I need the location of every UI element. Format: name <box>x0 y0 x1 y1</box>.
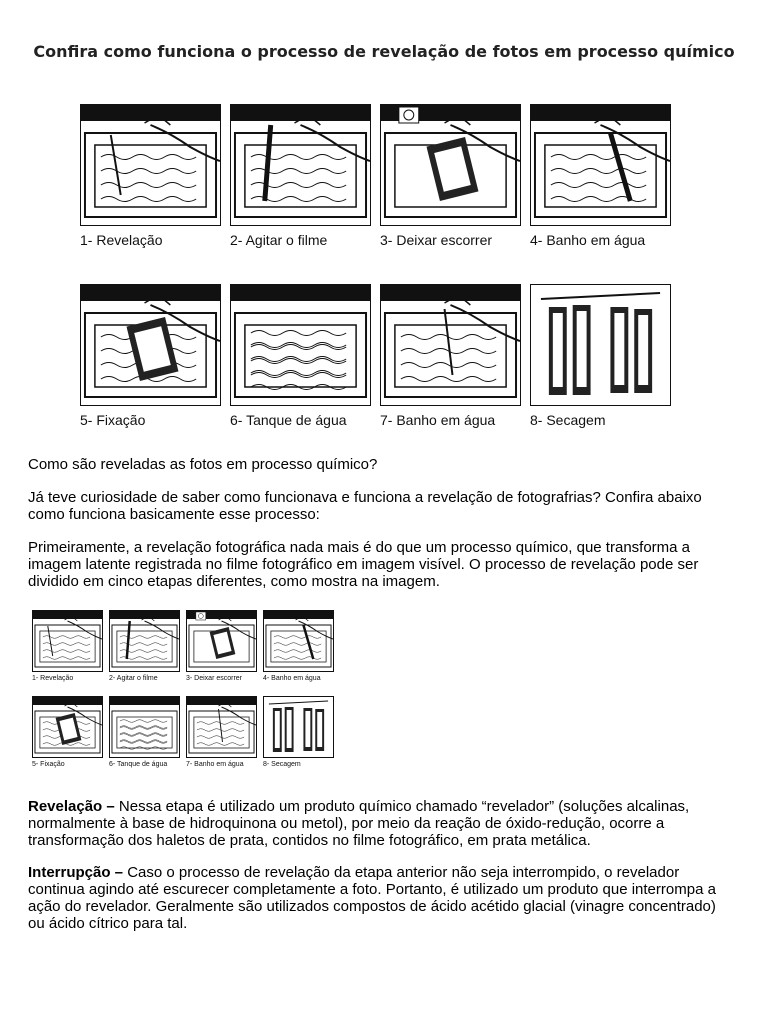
step-illustration <box>230 284 371 406</box>
step-caption: 8- Secagem <box>530 412 606 428</box>
step-caption: 4- Banho em água <box>263 675 321 682</box>
step-panel <box>32 610 103 686</box>
step-illustration <box>380 104 521 226</box>
step-caption: 7- Banho em água <box>380 412 496 428</box>
step-illustration <box>530 104 671 226</box>
page-title: Confira como funciona o processo de revelação de fotos em processo químico <box>33 42 735 61</box>
step-caption: 6- Tanque de água <box>230 412 347 428</box>
step-illustration <box>186 610 257 672</box>
interrupcao-body: Caso o processo de revelação da etapa anterior não seja interrompido, o revelador continua agindo até escurecer completamente a foto. Portanto, é utilizado um produto que interrompa a ação do revelador. Geralmente são utilizados compostos de ácido acétido glacial (vinagre concentrado) ou ácido cítrico para tal. <box>28 864 716 932</box>
step-caption: 3- Deixar escorrer <box>186 675 243 682</box>
step-illustration <box>32 696 103 758</box>
question-paragraph: Como são reveladas as fotos em processo químico? <box>28 456 378 473</box>
step-illustration <box>263 696 334 758</box>
revelacao-body: Nessa etapa é utilizado um produto químico chamado “revelador” (soluções alcalinas, normalmente à base de hidroquinona ou metol), por meio da reação de óxido-redução, ocorre a transformação dos haletos de prata, contidos no filme fotográfico, em prata metálica. <box>28 798 690 849</box>
step-panel <box>80 104 221 252</box>
step-illustration <box>109 696 180 758</box>
step-illustration <box>32 610 103 672</box>
step-panel <box>109 610 180 686</box>
step-illustration <box>186 696 257 758</box>
step-illustration <box>109 610 180 672</box>
step-illustration <box>80 284 221 406</box>
step-panel <box>186 610 257 686</box>
step-panel <box>80 284 221 432</box>
step-panel <box>380 284 521 432</box>
step-caption: 3- Deixar escorrer <box>380 232 493 248</box>
step-panel <box>109 696 180 772</box>
interrupcao-heading: Interrupção – <box>28 864 124 881</box>
interrupcao-paragraph <box>28 864 728 932</box>
revelacao-heading: Revelação – <box>28 798 115 815</box>
intro-paragraph: Já teve curiosidade de saber como funcionava e funciona a revelação de fotografrias? Confira abaixo como funciona basicamente esse processo: <box>28 489 702 523</box>
step-panel <box>230 104 371 252</box>
step-caption: 2- Agitar o filme <box>109 675 158 682</box>
step-caption: 1- Revelação <box>32 675 74 682</box>
step-panel <box>380 104 521 252</box>
step-caption: 5- Fixação <box>80 412 146 428</box>
process-illustration-small <box>32 610 334 772</box>
step-caption: 2- Agitar o filme <box>230 232 328 248</box>
step-caption: 4- Banho em água <box>530 232 646 248</box>
step-caption: 7- Banho em água <box>186 761 244 768</box>
step-illustration <box>263 610 334 672</box>
step-panel <box>230 284 371 432</box>
step-panel <box>32 696 103 772</box>
step-illustration <box>530 284 671 406</box>
step-panel <box>263 610 334 686</box>
process-illustration-large <box>80 104 670 432</box>
step-illustration <box>380 284 521 406</box>
step-caption: 6- Tanque de água <box>109 761 168 768</box>
step-panel <box>530 284 671 432</box>
step-caption: 5- Fixação <box>32 761 65 768</box>
step-illustration <box>80 104 221 226</box>
explanation-paragraph: Primeiramente, a revelação fotográfica nada mais é do que um processo químico, que transforma a imagem latente registrada no filme fotográfico em imagem visível. O processo de revelação pode ser dividido em cinco etapas diferentes, como mostra na imagem. <box>28 539 699 590</box>
step-caption: 1- Revelação <box>80 232 163 248</box>
step-panel <box>530 104 671 252</box>
step-illustration <box>230 104 371 226</box>
step-panel <box>263 696 334 772</box>
step-caption: 8- Secagem <box>263 761 301 768</box>
revelacao-paragraph <box>28 798 728 849</box>
step-panel <box>186 696 257 772</box>
